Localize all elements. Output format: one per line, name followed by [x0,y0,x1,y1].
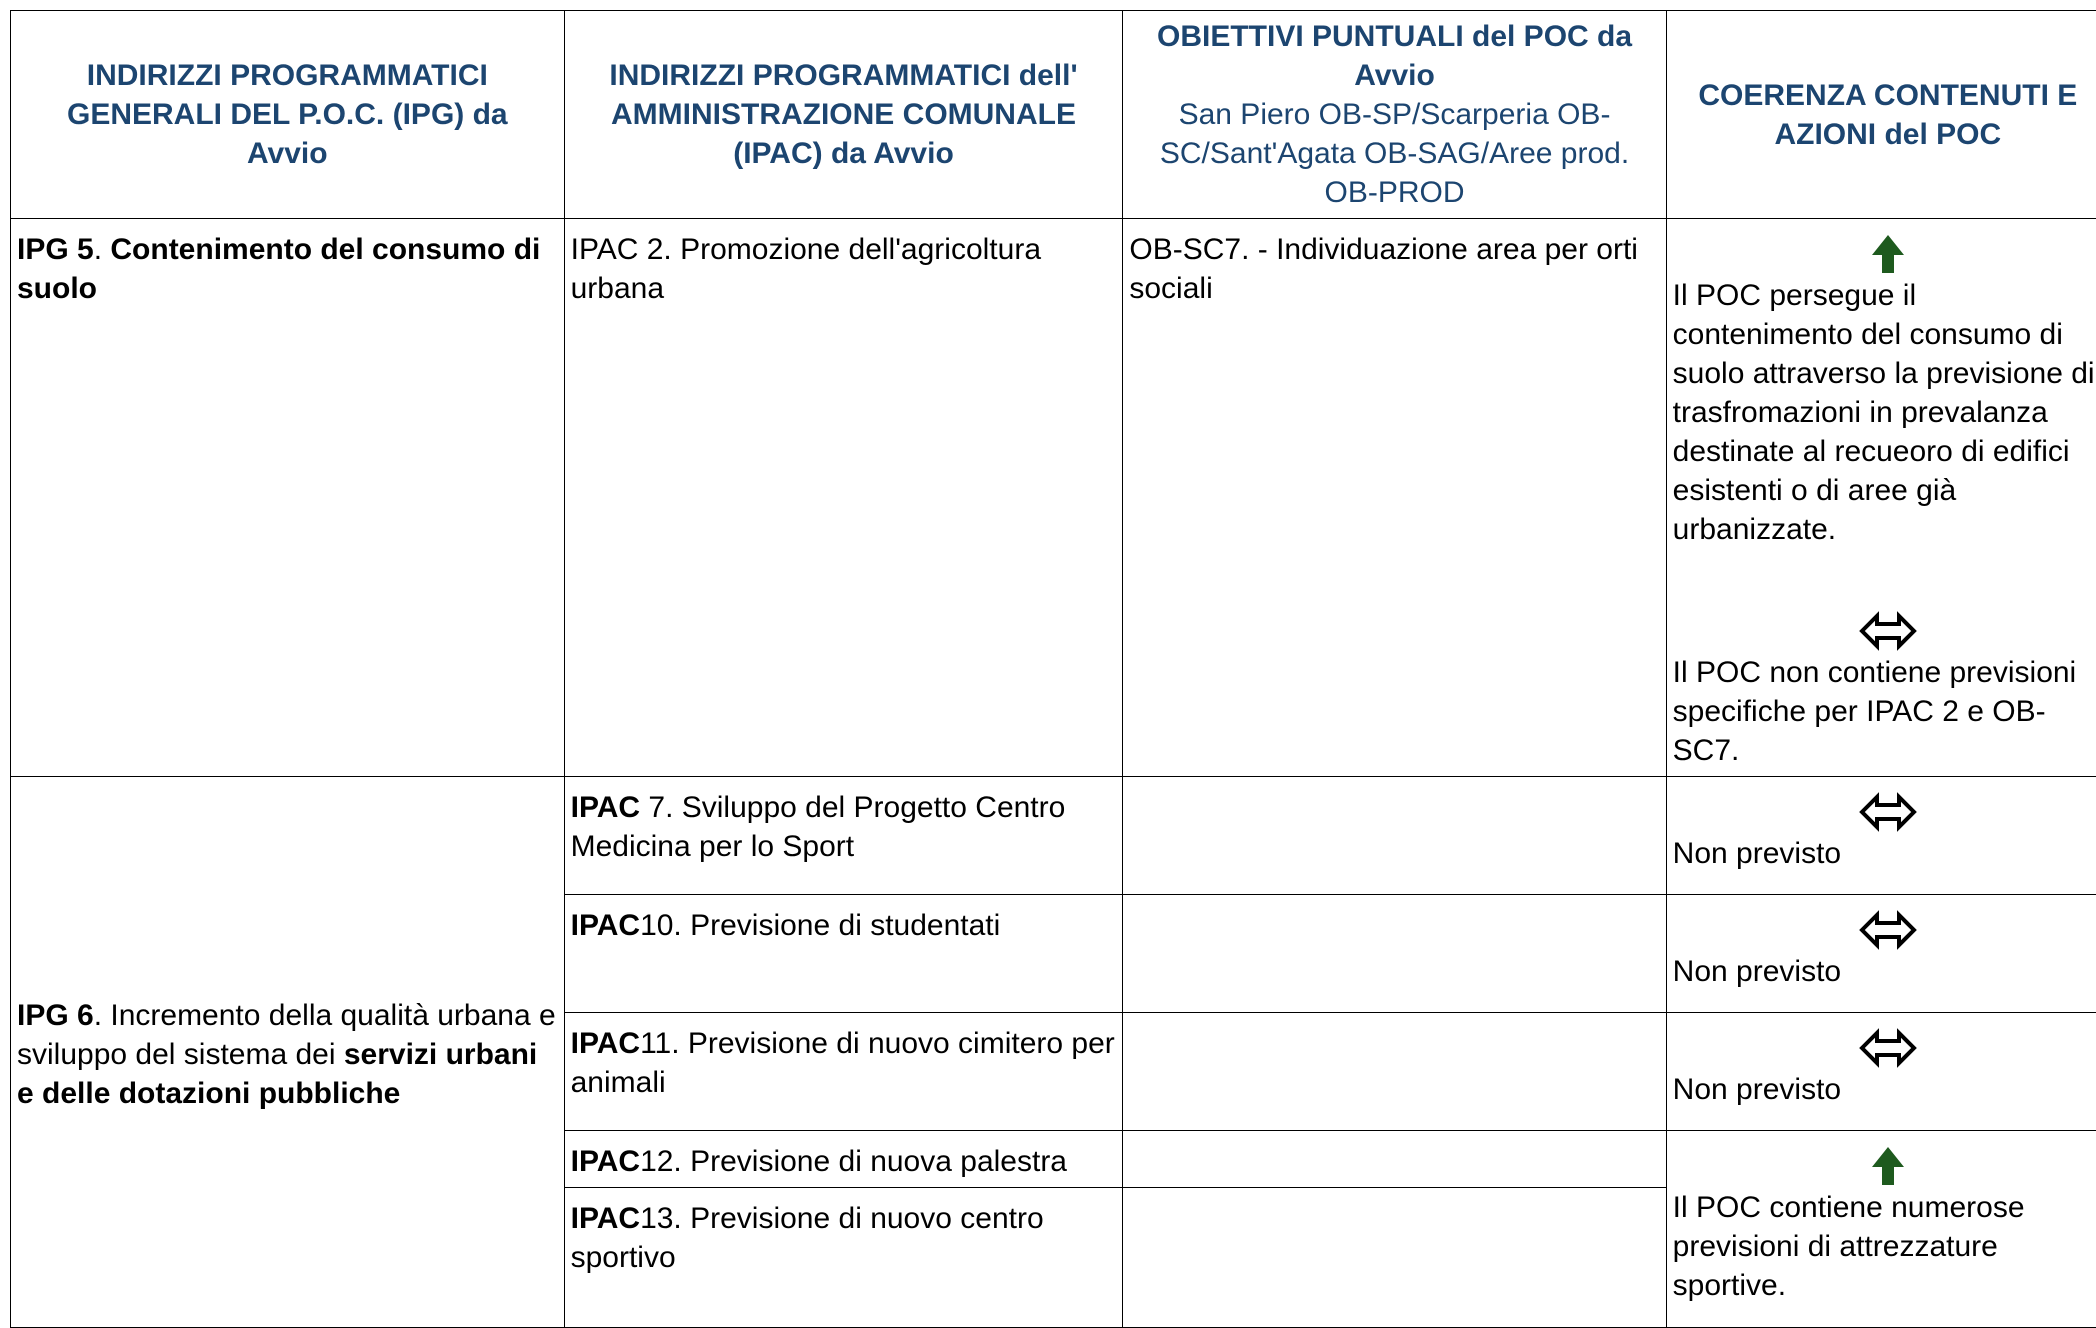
coerenza-text: Il POC non contiene previsioni specifiche per IPAC 2 e OB-SC7. [1673,653,2096,770]
header-coerenza: COERENZA CONTENUTI E AZIONI del POC [1666,11,2096,219]
ipac12-cell: IPAC12. Previsione di nuova palestra [564,1131,1123,1188]
left-right-arrow-icon [1673,1024,2096,1070]
ipac10-cell: IPAC10. Previsione di studentati [564,895,1123,1013]
left-right-arrow-icon [1673,607,2096,653]
ipac7-obiettivo-cell [1123,777,1666,895]
ipac7-coerenza-cell: Non previsto [1666,777,2096,895]
header-ipac: INDIRIZZI PROGRAMMATICI dell' AMMINISTRAZIONE COMUNALE (IPAC) da Avvio [564,11,1123,219]
ipg5-ipac-cell: IPAC 2. Promozione dell'agricoltura urbana [564,219,1123,777]
ipac13-cell: IPAC13. Previsione di nuovo centro sportivo [564,1188,1123,1328]
ipac13-obiettivo-cell [1123,1188,1666,1328]
ipac11-obiettivo-cell [1123,1013,1666,1131]
ipg5-cell: IPG 5. Contenimento del consumo di suolo [11,219,565,777]
ipg5-obiettivo-cell: OB-SC7. - Individuazione area per orti sociali [1123,219,1666,777]
table-header-row [11,11,2096,219]
arrow-up-icon [1673,1142,2096,1188]
left-right-arrow-icon [1673,788,2096,834]
ipg5-coerenza-cell [1666,219,2096,777]
header-obiettivi-subtitle: San Piero OB-SP/Scarperia OB-SC/Sant'Agata OB-SAG/Aree prod. OB-PROD [1137,95,1651,212]
ipac12-obiettivo-cell [1123,1131,1666,1188]
header-ipg: INDIRIZZI PROGRAMMATICI GENERALI DEL P.O.C. (IPG) da Avvio [11,11,565,219]
ipac11-cell: IPAC11. Previsione di nuovo cimitero per animali [564,1013,1123,1131]
coherence-table-page [10,10,2096,1299]
ipac10-coerenza-cell: Non previsto [1666,895,2096,1013]
ipac7-cell: IPAC 7. Sviluppo del Progetto Centro Medicina per lo Sport [564,777,1123,895]
ipg6-cell: IPG 6. Incremento della qualità urbana e sviluppo del sistema dei servizi urbani e delle dotazioni pubbliche [11,777,565,1328]
table-row-ipac7 [11,777,2096,895]
table-row-ipg5 [11,219,2096,777]
header-obiettivi [1123,11,1666,219]
header-obiettivi-title: OBIETTIVI PUNTUALI del POC da Avvio [1157,20,1632,92]
coherence-table [10,10,2096,1328]
ipac11-coerenza-cell: Non previsto [1666,1013,2096,1131]
arrow-up-icon [1673,230,2096,276]
coerenza-text: Il POC persegue il contenimento del consumo di suolo attraverso la previsione di trasfromazioni in prevalanza destinate al recueoro di edifici esistenti o di aree già urbanizzate. [1673,276,2096,549]
ipac12-13-coerenza-cell: Il POC contiene numerose previsioni di attrezzature sportive. [1666,1131,2096,1328]
ipac10-obiettivo-cell [1123,895,1666,1013]
left-right-arrow-icon [1673,906,2096,952]
